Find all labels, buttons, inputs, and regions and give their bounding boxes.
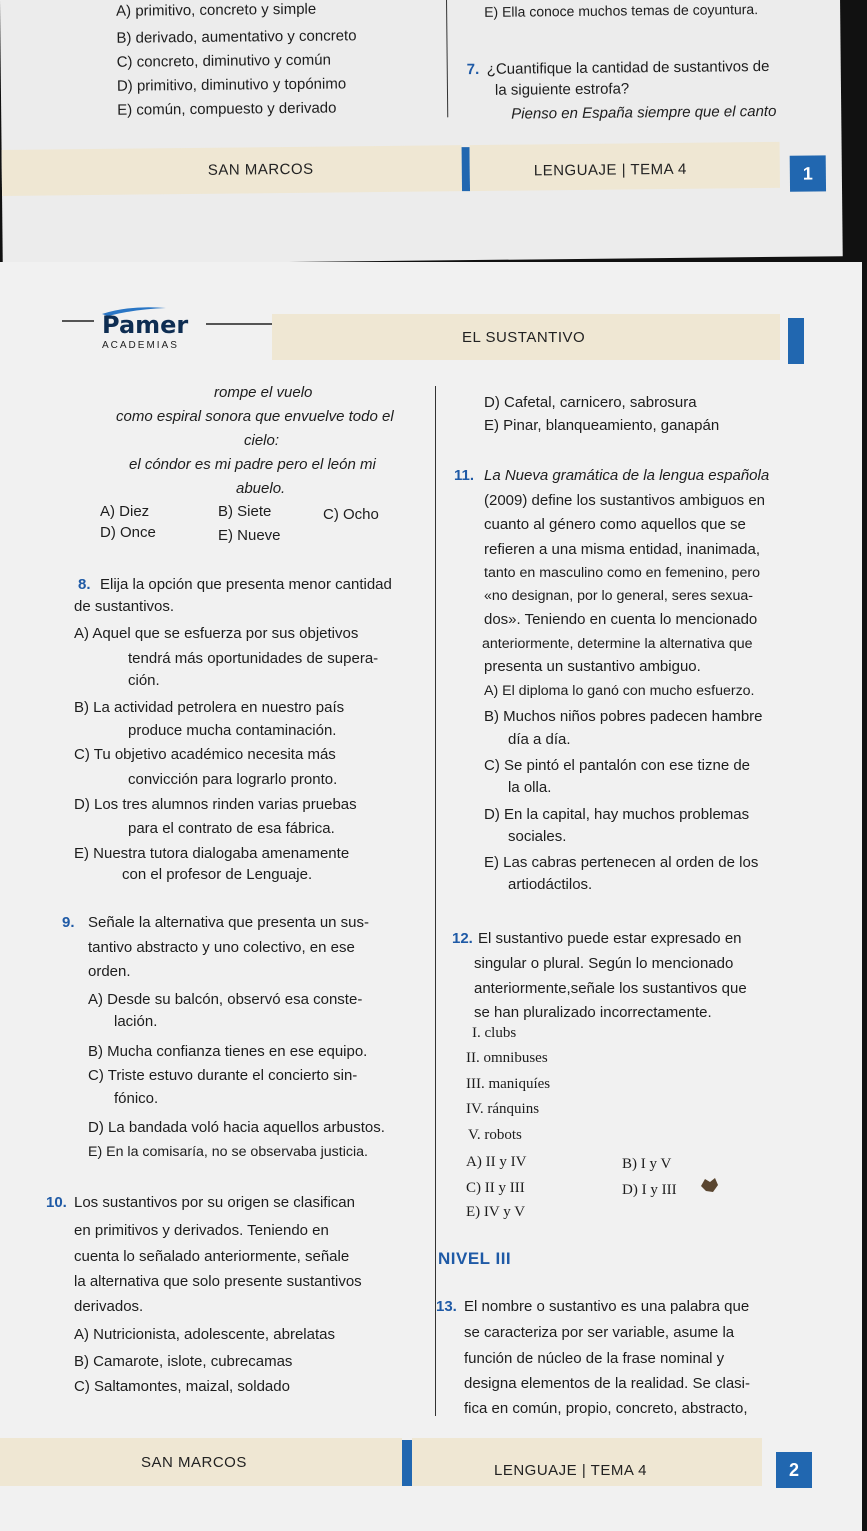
option-text: con el profesor de Lenguaje. <box>122 866 313 883</box>
question-text: El sustantivo puede estar expresado en <box>478 930 742 947</box>
option-e: E) Nuestra tutora dialogaba amenamente <box>74 845 350 862</box>
question-text: anteriormente, determine la alternativa que <box>482 636 753 652</box>
option-e: E) En la comisaría, no se observaba justicia. <box>88 1144 368 1160</box>
question-number: 9. <box>62 914 75 931</box>
option-a: A) II y IV <box>466 1154 527 1170</box>
question-text: en primitivos y derivados. Teniendo en <box>74 1222 329 1239</box>
option-e: E) Nueve <box>218 527 281 544</box>
option-d: D) I y III <box>622 1182 677 1198</box>
option-text: fónico. <box>114 1090 159 1107</box>
list-item: I. clubs <box>472 1025 517 1041</box>
logo-text: Pamer <box>102 311 189 339</box>
option-text: sociales. <box>508 828 567 845</box>
option-b: B) La actividad petrolera en nuestro país <box>74 699 345 716</box>
question-text: refieren a una misma entidad, inanimada, <box>484 541 760 558</box>
question-text: cuenta lo señalado anteriormente, señale <box>74 1248 350 1265</box>
question-text: anteriormente,señale los sustantivos que <box>474 980 747 997</box>
option-a: A) Aquel que se esfuerza por sus objetivos <box>74 625 359 642</box>
list-item: III. maniquíes <box>466 1076 551 1092</box>
option-b: B) Camarote, islote, cubrecamas <box>74 1353 293 1370</box>
option-a: A) Desde su balcón, observó esa conste- <box>88 991 363 1008</box>
question-text: Los sustantivos por su origen se clasifican <box>74 1194 355 1211</box>
option-c: C) Se pintó el pantalón con ese tizne de <box>484 757 751 774</box>
question-text: singular o plural. Según lo mencionado <box>474 955 734 972</box>
stain-icon <box>698 1176 720 1199</box>
question-number: 10. <box>46 1194 67 1211</box>
footer-subject: LENGUAJE | TEMA 4 <box>533 160 687 180</box>
verse-line: cielo: <box>244 432 280 449</box>
option-e: E) Pinar, blanqueamiento, ganapán <box>484 417 720 434</box>
question-text: fica en común, propio, concreto, abstracto, <box>464 1400 748 1417</box>
option-c: C) II y III <box>466 1180 525 1196</box>
option-text: artiodáctilos. <box>508 876 593 893</box>
footer-school: SAN MARCOS <box>207 160 314 179</box>
option-c: C) Saltamontes, maizal, soldado <box>74 1378 290 1395</box>
question-text: Elija la opción que presenta menor cantidad <box>100 576 392 593</box>
footer-school: SAN MARCOS <box>141 1454 247 1471</box>
question-text: dos». Teniendo en cuenta lo mencionado <box>484 611 758 628</box>
footer-subject: LENGUAJE | TEMA 4 <box>494 1462 647 1479</box>
question-text: derivados. <box>74 1298 144 1315</box>
option-b: B) Siete <box>218 503 272 520</box>
question-text: se caracteriza por ser variable, asume la <box>464 1324 735 1341</box>
header-rule <box>62 320 94 322</box>
question-text: designa elementos de la realidad. Se clasi- <box>464 1375 751 1392</box>
option-c: C) Ocho <box>323 506 379 523</box>
question-text: (2009) define los sustantivos ambiguos en <box>484 492 766 509</box>
question-number: 7. <box>466 60 480 79</box>
question-text: la siguiente estrofa? <box>494 80 630 99</box>
option-d: D) Los tres alumnos rinden varias pruebas <box>74 796 357 813</box>
question-text: tantivo abstracto y uno colectivo, en ese <box>88 939 355 956</box>
verse-line: el cóndor es mi padre pero el león mi <box>129 456 376 473</box>
option-b: B) I y V <box>622 1156 672 1172</box>
verse-line: abuelo. <box>236 480 286 497</box>
question-text: orden. <box>88 963 131 980</box>
page-number-badge: 2 <box>776 1452 812 1488</box>
option-a: A) Diez <box>100 503 150 520</box>
question-number: 12. <box>452 930 473 947</box>
prev-option-c: C) concreto, diminutivo y común <box>116 51 331 71</box>
option-d: D) La bandada voló hacia aquellos arbustos. <box>88 1119 385 1136</box>
question-text: ¿Cuantifique la cantidad de sustantivos de <box>486 57 770 78</box>
question-text: Señale la alternativa que presenta un sus- <box>88 914 370 931</box>
question-text: «no designan, por lo general, seres sexua- <box>484 588 753 604</box>
prev-right-option-e: E) Ella conoce muchos temas de coyuntura. <box>484 1 759 20</box>
option-d: D) En la capital, hay muchos problemas <box>484 806 750 823</box>
page-number-badge: 1 <box>790 155 826 191</box>
option-a: A) Nutricionista, adolescente, abrelatas <box>74 1326 335 1343</box>
option-c: C) Tu objetivo académico necesita más <box>74 746 336 763</box>
option-e: E) Las cabras pertenecen al orden de los <box>484 854 759 871</box>
option-text: la olla. <box>508 779 552 796</box>
option-d: D) Cafetal, carnicero, sabrosura <box>484 394 697 411</box>
option-c: C) Triste estuvo durante el concierto sin- <box>88 1067 358 1084</box>
question-number: 13. <box>436 1298 457 1315</box>
list-item: V. robots <box>468 1127 522 1143</box>
option-text: convicción para lograrlo pronto. <box>128 771 338 788</box>
verse-line: Pienso en España siempre que el canto <box>511 102 777 123</box>
question-number: 11. <box>454 467 475 484</box>
question-text: tanto en masculino como en femenino, pero <box>484 565 761 581</box>
verse-line: como espiral sonora que envuelve todo el <box>116 408 394 425</box>
option-text: lación. <box>114 1013 158 1030</box>
option-text: ción. <box>128 672 160 689</box>
question-text: de sustantivos. <box>74 598 175 615</box>
prev-option-a: A) primitivo, concreto y simple <box>116 0 317 20</box>
list-item: II. omnibuses <box>466 1050 548 1066</box>
option-a: A) El diploma lo ganó con mucho esfuerzo. <box>484 683 755 699</box>
footer-accent <box>402 1440 412 1486</box>
previous-page <box>0 0 843 265</box>
prev-option-d: D) primitivo, diminutivo y topónimo <box>116 75 347 95</box>
verse-line: rompe el vuelo <box>214 384 313 401</box>
option-e: E) IV y V <box>466 1204 526 1220</box>
level-heading: NIVEL III <box>438 1249 512 1268</box>
option-text: produce mucha contaminación. <box>128 722 337 739</box>
header-accent <box>788 318 804 364</box>
prev-option-b: B) derivado, aumentativo y concreto <box>116 27 357 47</box>
option-d: D) Once <box>100 524 156 541</box>
question-text: función de núcleo de la frase nominal y <box>464 1350 725 1367</box>
question-number: 8. <box>78 576 91 593</box>
question-text: presenta un sustantivo ambiguo. <box>484 658 701 675</box>
option-b: B) Mucha confianza tienes en ese equipo. <box>88 1043 368 1060</box>
question-text: cuanto al género como aquellos que se <box>484 516 746 533</box>
option-b: B) Muchos niños pobres padecen hambre <box>484 708 763 725</box>
question-text: La Nueva gramática de la lengua española <box>484 467 770 484</box>
header-rule <box>206 323 272 325</box>
logo-subtitle: ACADEMIAS <box>102 340 179 351</box>
prev-option-e: E) común, compuesto y derivado <box>117 99 337 119</box>
column-divider <box>435 386 436 1416</box>
option-text: para el contrato de esa fábrica. <box>128 820 335 837</box>
option-text: día a día. <box>508 731 571 748</box>
column-divider <box>446 0 448 117</box>
question-text: se han pluralizado incorrectamente. <box>474 1004 712 1021</box>
list-item: IV. ránquins <box>466 1101 540 1117</box>
option-text: tendrá más oportunidades de supera- <box>128 650 379 667</box>
section-title: EL SUSTANTIVO <box>462 329 586 346</box>
question-text: la alternativa que solo presente sustantivos <box>74 1273 362 1290</box>
question-text: El nombre o sustantivo es una palabra que <box>464 1298 750 1315</box>
